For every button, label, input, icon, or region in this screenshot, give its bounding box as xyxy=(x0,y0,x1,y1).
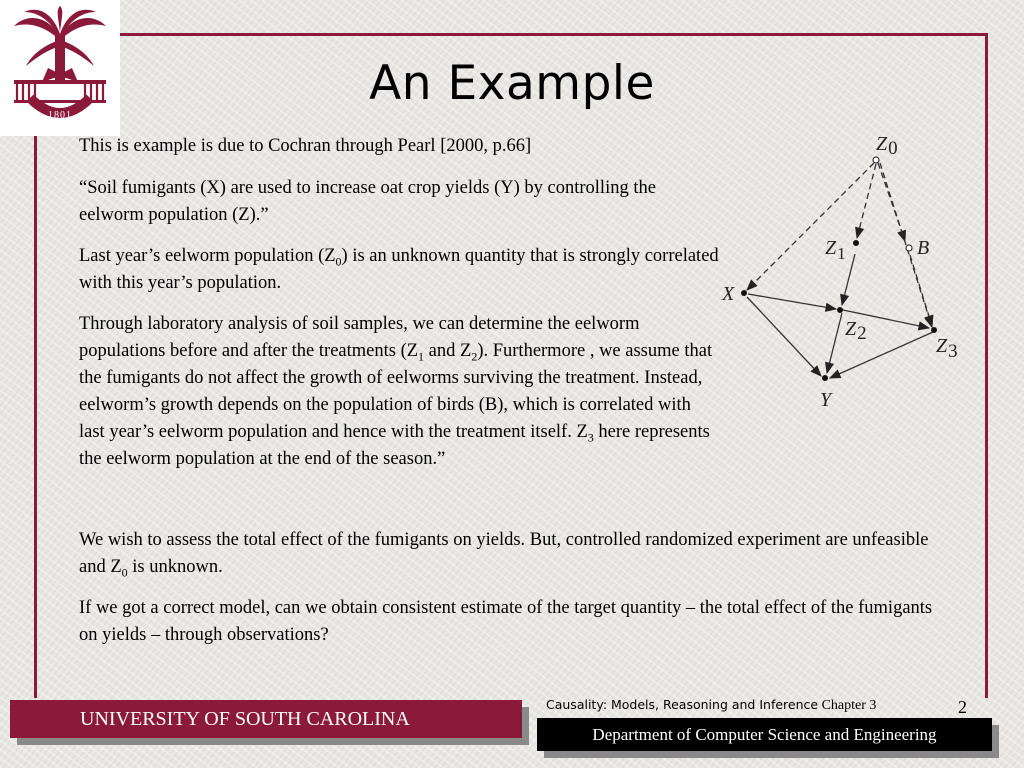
node-y-dot xyxy=(822,375,828,381)
label-z0: Z0 xyxy=(876,133,898,159)
node-x-dot xyxy=(741,290,747,296)
paragraph-lab-analysis xyxy=(79,311,719,473)
edge-x-z2 xyxy=(748,294,836,309)
page-number: 2 xyxy=(958,697,967,717)
p4-sub3: 3 xyxy=(587,430,594,445)
footer-department: Department of Computer Science and Engineering xyxy=(537,718,992,751)
paragraph-z0 xyxy=(79,243,719,297)
label-b: B xyxy=(917,237,930,259)
node-z3-dot xyxy=(931,327,937,333)
footer-chapter-number: Chapter 3 xyxy=(821,698,877,713)
footer-chapter xyxy=(546,697,876,714)
label-z1: $Z_1$ xyxy=(825,237,846,263)
p3-text-b: ) is an unknown quantity that is strongly correlated with this year’s population. xyxy=(79,246,719,293)
label-x: X xyxy=(722,283,735,305)
edge-z0-b xyxy=(878,163,905,241)
node-z1-dot xyxy=(853,240,859,246)
p5-sub: 0 xyxy=(121,565,128,580)
label-z3: Z3 xyxy=(936,335,958,362)
p3-sub: 0 xyxy=(335,254,342,269)
p5-text-a: We wish to assess the total effect of the fumigants on yields. But, controlled randomized experiment are unfeasible and Z xyxy=(79,530,929,577)
node-z0-dot xyxy=(873,157,879,163)
slide-title: An Example xyxy=(369,56,655,111)
label-y: Y xyxy=(820,389,832,411)
footer-university: UNIVERSITY OF SOUTH CAROLINA xyxy=(10,700,522,738)
node-b-dot xyxy=(906,245,912,251)
edge-x-y xyxy=(747,297,821,376)
edge-z0-x xyxy=(747,163,874,290)
logo-year: 1801 xyxy=(48,110,72,121)
node-z2-dot xyxy=(837,307,843,313)
paragraph-assess xyxy=(79,527,939,581)
paragraph-question: If we got a correct model, can we obtain consistent estimate of the target quantity – the total effect of the fumigants on yields – through observations? xyxy=(79,598,933,645)
paragraph-intro: This is example is due to Cochran through Pearl [2000, p.66] xyxy=(79,136,532,156)
edge-z0-z1 xyxy=(857,164,876,238)
causal-diagram xyxy=(710,130,990,420)
edge-z2-y xyxy=(827,313,842,373)
footer-course: Causality: Models, Reasoning and Inference xyxy=(546,697,819,712)
p4-sub2: 2 xyxy=(471,349,478,364)
label-z2: Z2 xyxy=(845,318,867,344)
p4-text-b: and Z xyxy=(424,341,472,361)
p4-text-c: ). Furthermore , we assume that the fumigants do not affect the growth of eelworms surviving the treatment. Instead, eelworm’s growth depends on the population of birds (B), which is correlated with last year’s eelworm population and hence with the treatment itself. Z xyxy=(79,341,713,442)
p4-text-a: Through laboratory analysis of soil samples, we can determine the eelworm populations before and after the treatments (Z xyxy=(79,314,640,361)
p4-text-d: here represents the eelworm population at the end of the season.” xyxy=(79,422,710,469)
paragraph-quote: “Soil fumigants (X) are used to increase oat crop yields (Y) by controlling the eelworm population (Z).” xyxy=(79,178,656,225)
p5-text-b: is unknown. xyxy=(127,557,223,577)
p3-text-a: Last year’s eelworm population (Z xyxy=(79,246,336,266)
p4-sub1: 1 xyxy=(418,349,425,364)
